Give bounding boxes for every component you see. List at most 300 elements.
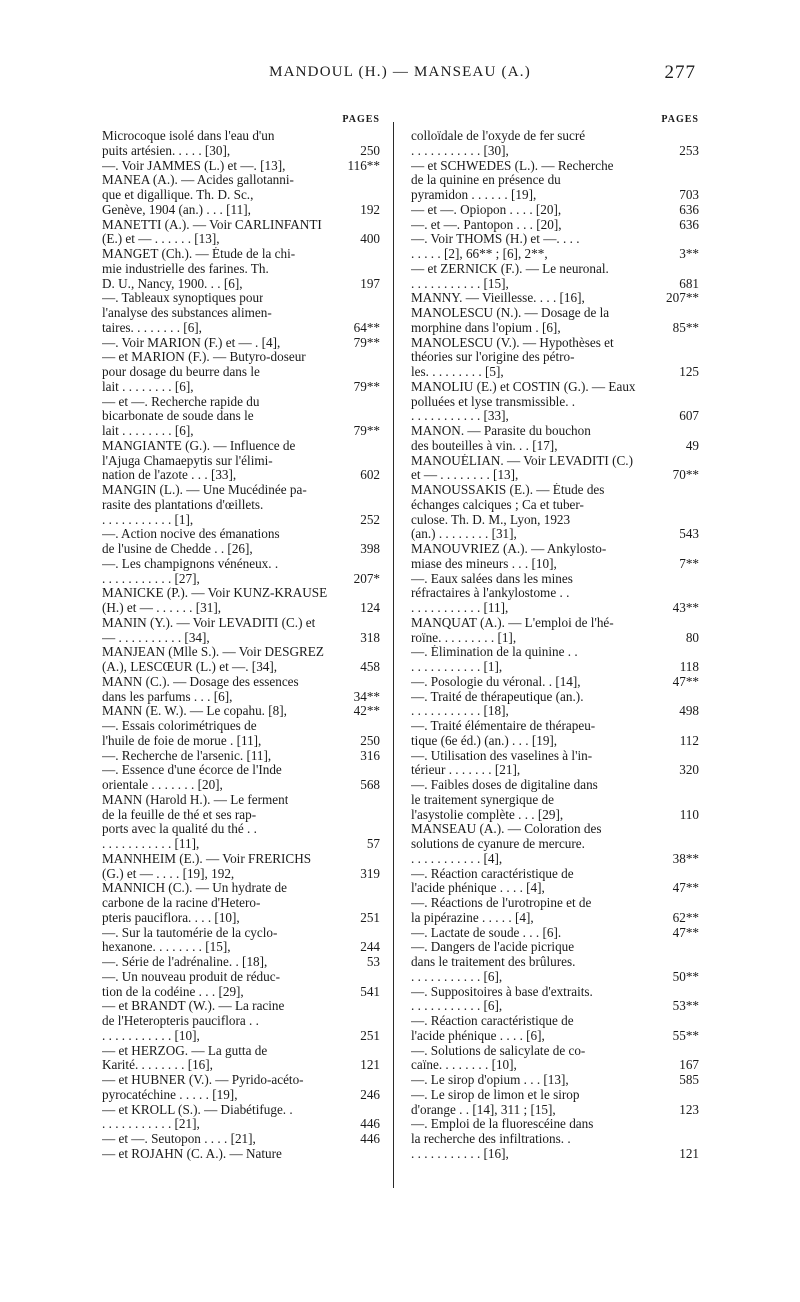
entry-text: Genève, 1904 (an.) . . . [11],	[102, 202, 251, 217]
page-ref: 49	[685, 437, 699, 453]
index-entry-line	[411, 572, 699, 587]
index-entry-line	[411, 542, 699, 557]
page-ref: 34**	[353, 688, 380, 704]
entry-text: — . . . . . . . . . . [34],	[102, 630, 210, 645]
entry-text: MANETTI (A.). — Voir CARLINFANTI	[102, 217, 322, 232]
index-entry-line	[102, 262, 380, 277]
entry-text: — et HERZOG. — La gutta de	[102, 1043, 268, 1058]
page-ref: 320	[679, 762, 699, 778]
page-ref: 85**	[672, 319, 699, 335]
index-entry-line	[102, 896, 380, 911]
entry-text: . . . . . . . . . . . [11],	[102, 837, 200, 851]
entry-text: des bouteilles à vin. . . [17],	[411, 438, 558, 453]
entry-text: —. Traité élémentaire de thérapeu-	[411, 719, 596, 733]
entry-text: —. Un nouveau produit de réduc-	[102, 969, 280, 984]
index-entry-line	[102, 247, 380, 262]
index-entry-line	[102, 926, 380, 941]
index-entry-line	[411, 704, 699, 719]
entry-text: . . . . . . . . . . . [4],	[411, 851, 503, 866]
page-ref: 38**	[672, 850, 699, 866]
page-ref: 47**	[672, 673, 699, 689]
entry-text: roïne. . . . . . . . . [1],	[411, 630, 517, 645]
page-ref: 197	[360, 275, 380, 291]
index-entry-line	[102, 749, 380, 764]
entry-text: mie industrielle des farines. Th.	[102, 261, 269, 276]
page-ref: 253	[679, 142, 699, 158]
page-ref: 110	[679, 806, 699, 822]
entry-text: . . . . . . . . . . . [10],	[102, 1028, 200, 1043]
index-entry-line	[102, 1088, 380, 1103]
entry-text: l'acide phénique . . . . [6],	[411, 1028, 545, 1043]
entry-text: MANGET (Ch.). — Étude de la chi-	[102, 247, 296, 261]
entry-text: puits artésien. . . . . [30],	[102, 143, 231, 158]
index-entry-line	[411, 1103, 699, 1118]
entry-text: — et MARION (F.). — Butyro-doseur	[102, 350, 306, 365]
index-entry-line	[102, 1117, 380, 1132]
entry-text: MANJEAN (Mlle S.). — Voir DESGREZ	[102, 645, 324, 660]
entry-text: —. Réaction caractéristique de	[411, 866, 574, 881]
index-entry-line	[102, 542, 380, 557]
entry-text: —. Eaux salées dans les mines	[411, 571, 573, 586]
page-ref: 541	[360, 983, 380, 999]
index-entry-line	[102, 1029, 380, 1044]
index-entry-line	[411, 645, 699, 660]
index-entry-line	[102, 129, 380, 144]
entry-text: —. Traité de thérapeutique (an.).	[411, 689, 584, 704]
page-ref: 251	[360, 1027, 380, 1043]
index-entry-line	[411, 616, 699, 631]
entry-text: (A.), LESCŒUR (L.) et —. [34],	[102, 660, 278, 674]
index-entry-line	[102, 159, 380, 174]
index-entry-line	[102, 837, 380, 852]
entry-text: —. Les champignons vénéneux. .	[102, 556, 279, 571]
entry-text: taires. . . . . . . . [6],	[102, 320, 202, 335]
page-ref: 118	[679, 659, 699, 674]
entry-text: —. et —. Pantopon . . . [20],	[411, 217, 562, 232]
page-ref: 116**	[347, 157, 380, 173]
entry-text: MANN (C.). — Dosage des essences	[102, 674, 299, 689]
entry-text: — et SCHWEDES (L.). — Recherche	[411, 158, 614, 173]
index-entry-line	[411, 852, 699, 867]
index-entry-line	[102, 940, 380, 955]
index-entry-line	[102, 719, 380, 734]
index-entry-line	[411, 911, 699, 926]
page-ref: 636	[679, 216, 699, 232]
entry-text: tion de la codéine . . . [29],	[102, 984, 244, 999]
index-entry-line	[102, 572, 380, 587]
page-ref: 3**	[679, 246, 699, 261]
index-entry-line	[411, 159, 699, 174]
index-entry-line	[102, 188, 380, 203]
entry-text: —. Solutions de salicylate de co-	[411, 1043, 586, 1058]
entry-text: d'orange . . [14], 311 ; [15],	[411, 1102, 556, 1117]
pages-header: PAGES	[342, 114, 380, 125]
index-entry-line	[102, 675, 380, 690]
page-ref: 112	[679, 732, 699, 748]
entry-text: MANOUSSAKIS (E.). — Étude des	[411, 483, 605, 497]
index-entry-line	[411, 837, 699, 852]
page-ref: 121	[679, 1145, 699, 1161]
index-entry-line	[411, 1088, 699, 1103]
index-entry-line	[411, 1132, 699, 1147]
running-head	[0, 64, 800, 90]
index-entry-line	[411, 218, 699, 233]
index-entry-line	[411, 454, 699, 469]
entry-text: MANIN (Y.). — Voir LEVADITI (C.) et	[102, 615, 316, 630]
entry-text: pteris pauciflora. . . . [10],	[102, 910, 240, 925]
entry-text: lait . . . . . . . . [6],	[102, 379, 194, 394]
index-entry-line	[411, 557, 699, 572]
entry-text: dans le traitement des brûlures.	[411, 955, 576, 969]
page-ref: 585	[679, 1072, 699, 1087]
page-ref: 125	[679, 364, 699, 379]
index-entry-line	[411, 1147, 699, 1162]
entry-text: MANGIN (L.). — Une Mucédinée pa-	[102, 483, 307, 497]
index-entry-line	[102, 1058, 380, 1073]
index-entry-line	[411, 1058, 699, 1073]
entry-text: l'Ajuga Chamaepytis sur l'élimi-	[102, 453, 273, 468]
entry-text: . . . . . . . . . . . [1],	[102, 512, 194, 527]
index-entry-line	[411, 144, 699, 159]
page-ref: 42**	[353, 703, 380, 719]
index-entry-line	[102, 380, 380, 395]
index-entry-line	[411, 940, 699, 955]
entry-text: rasite des plantations d'œillets.	[102, 497, 264, 512]
entry-text: térieur . . . . . . . [21],	[411, 763, 521, 778]
page-ref: 79**	[353, 334, 380, 350]
page-ref: 602	[360, 467, 380, 483]
entry-text: . . . . . . . . . . . [6],	[411, 999, 503, 1014]
index-entry-line	[411, 955, 699, 970]
index-entry-line	[102, 1044, 380, 1059]
page-ref: 47**	[672, 880, 699, 896]
entry-text: . . . . . [2], 66** ; [6], 2**,	[411, 247, 548, 261]
entry-text: colloïdale de l'oxyde de fer sucré	[411, 129, 586, 143]
index-entry-line	[411, 306, 699, 321]
entry-text: . . . . . . . . . . . [1],	[411, 660, 503, 674]
page-ref: 318	[360, 629, 380, 645]
index-entry-line	[102, 321, 380, 336]
entry-text: —. Recherche de l'arsenic. [11],	[102, 748, 272, 763]
entry-text: —. Essais colorimétriques de	[102, 719, 257, 733]
entry-text: . . . . . . . . . . . [6],	[411, 969, 503, 984]
page-ref: 123	[679, 1101, 699, 1117]
index-entry-line	[102, 277, 380, 292]
page-ref: 681	[679, 275, 699, 291]
index-entry-line	[102, 778, 380, 793]
index-entry-line	[411, 926, 699, 941]
index-entry-line	[102, 468, 380, 483]
entry-text: MANICKE (P.). — Voir KUNZ-KRAUSE	[102, 586, 328, 601]
running-title: MANDOUL (H.) — MANSEAU (A.)	[269, 64, 531, 80]
index-entry-line	[102, 645, 380, 660]
page-ref: 568	[360, 777, 380, 792]
index-entry-line	[102, 955, 380, 970]
entry-text: l'asystolie complète . . . [29],	[411, 807, 564, 822]
index-entry-line	[102, 232, 380, 247]
index-entry-line	[102, 439, 380, 454]
index-entry-line	[411, 601, 699, 616]
entry-text: de l'usine de Chedde . . [26],	[102, 542, 253, 556]
index-entry-line	[102, 660, 380, 675]
index-entry-line	[102, 336, 380, 351]
entry-text: MANN (E. W.). — Le copahu. [8],	[102, 704, 287, 719]
index-entry-line	[411, 1014, 699, 1029]
entry-text: MANQUAT (A.). — L'emploi de l'hé-	[411, 615, 614, 630]
pages-header: PAGES	[661, 114, 699, 125]
entry-text: MANNY. — Vieillesse. . . . [16],	[411, 291, 585, 306]
page-ref: 79**	[353, 423, 380, 438]
index-entry-line	[411, 409, 699, 424]
entry-text: de la feuille de thé et ses rap-	[102, 807, 257, 822]
index-entry-line	[411, 262, 699, 277]
index-entry-line	[102, 985, 380, 1000]
entry-lines	[102, 129, 380, 1162]
entry-text: — et —. Seutopon . . . . [21],	[102, 1132, 256, 1146]
index-entry-line	[102, 822, 380, 837]
page-ref: 244	[360, 939, 380, 955]
index-entry-line	[411, 483, 699, 498]
index-entry-line	[411, 822, 699, 837]
index-entry-line	[102, 734, 380, 749]
index-entry-line	[411, 631, 699, 646]
entry-text: caïne. . . . . . . . [10],	[411, 1058, 517, 1073]
index-entry-line	[102, 1132, 380, 1147]
entry-text: —. Le sirop de limon et le sirop	[411, 1087, 580, 1102]
index-entry-line	[102, 527, 380, 542]
index-entry-line	[411, 867, 699, 882]
index-entry-line	[411, 660, 699, 675]
index-entry-line	[102, 218, 380, 233]
index-entry-line	[411, 336, 699, 351]
index-entry-line	[411, 439, 699, 454]
index-entry-line	[411, 793, 699, 808]
index-entry-line	[102, 852, 380, 867]
entry-text: —. Tableaux synoptiques pour	[102, 291, 264, 306]
index-entry-line	[411, 586, 699, 601]
entry-text: la recherche des infiltrations. .	[411, 1132, 571, 1146]
index-entry-line	[411, 1029, 699, 1044]
entry-text: bicarbonate de soude dans le	[102, 409, 254, 424]
index-entry-line	[102, 454, 380, 469]
index-entry-line	[102, 173, 380, 188]
page-ref: 79**	[353, 378, 380, 394]
entry-text: miase des mineurs . . . [10],	[411, 556, 557, 571]
entry-text: (an.) . . . . . . . . [31],	[411, 527, 517, 542]
index-entry-line	[411, 763, 699, 778]
page-ref: 250	[360, 142, 380, 158]
index-entry-line	[411, 970, 699, 985]
index-entry-line	[102, 365, 380, 380]
entry-text: (G.) et — . . . . [19], 192,	[102, 866, 235, 881]
entry-text: . . . . . . . . . . . [15],	[411, 276, 509, 291]
page-ref: 316	[360, 747, 380, 763]
entry-text: polluées et lyse transmissible. .	[411, 394, 576, 409]
index-entry-line	[102, 704, 380, 719]
index-entry-line	[102, 306, 380, 321]
entry-text: —. Réactions de l'urotropine et de	[411, 896, 592, 910]
page-ref: 50**	[672, 968, 699, 984]
entry-text: —. Voir THOMS (H.) et —. . . .	[411, 232, 580, 247]
entry-text: Microcoque isolé dans l'eau d'un	[102, 129, 275, 143]
index-entry-line	[102, 409, 380, 424]
index-entry-line	[411, 1044, 699, 1059]
entry-text: . . . . . . . . . . . [21],	[102, 1117, 200, 1132]
page-ref: 7**	[679, 555, 699, 571]
entry-text: —. Lactate de soude . . . [6].	[411, 925, 562, 940]
index-entry-line	[411, 468, 699, 483]
entry-text: —. Essence d'une écorce de l'Inde	[102, 763, 282, 778]
entry-text: et — . . . . . . . . [13],	[411, 468, 519, 483]
index-entry-line	[102, 513, 380, 528]
page-ref: 121	[360, 1057, 380, 1073]
index-entry-line	[411, 498, 699, 513]
page-ref: 703	[679, 187, 699, 202]
index-entry-line	[411, 881, 699, 896]
entry-text: MANOLIU (E.) et COSTIN (G.). — Eaux	[411, 379, 636, 394]
entry-text: MANNHEIM (E.). — Voir FRERICHS	[102, 851, 312, 866]
entry-text: hexanone. . . . . . . . [15],	[102, 940, 231, 955]
entry-text: —. Réaction caractéristique de	[411, 1014, 574, 1028]
page-ref: 192	[360, 201, 380, 217]
entry-text: — et ROJAHN (C. A.). — Nature	[102, 1146, 282, 1161]
index-entry-line	[102, 631, 380, 646]
page-ref: 252	[360, 511, 380, 527]
index-entry-line	[102, 1147, 380, 1162]
page-ref: 207*	[353, 570, 380, 586]
entry-text: —. Suppositoires à base d'extraits.	[411, 984, 593, 999]
entry-text: la pipérazine . . . . . [4],	[411, 910, 534, 925]
entry-text: carbone de la racine d'Hetero-	[102, 896, 261, 910]
index-entry-line	[411, 129, 699, 144]
page-ref: 446	[360, 1116, 380, 1132]
entry-text: —. Utilisation des vaselines à l'in-	[411, 748, 593, 763]
index-entry-line	[411, 527, 699, 542]
page-ref: 80	[685, 629, 699, 645]
entry-text: —. Série de l'adrénaline. . [18],	[102, 955, 268, 969]
entry-text: — et —. Opiopon . . . . [20],	[411, 202, 562, 217]
entry-text: —. Dangers de l'acide picrique	[411, 940, 575, 955]
entry-text: solutions de cyanure de mercure.	[411, 837, 585, 851]
index-entry-line	[102, 586, 380, 601]
page-ref: 57	[366, 836, 380, 851]
entry-text: orientale . . . . . . . [20],	[102, 778, 223, 792]
entry-text: l'acide phénique . . . . [4],	[411, 881, 545, 896]
page-ref: 446	[360, 1131, 380, 1146]
entry-text: —. Élimination de la quinine . .	[411, 645, 578, 660]
entry-text: MANOLESCU (V.). — Hypothèses et	[411, 335, 614, 350]
entry-text: pour dosage du beurre dans le	[102, 365, 260, 379]
index-entry-line	[411, 675, 699, 690]
entry-text: —. Voir JAMMES (L.) et —. [13],	[102, 158, 286, 173]
entry-text: . . . . . . . . . . . [11],	[411, 601, 509, 615]
page-ref: 543	[679, 526, 699, 542]
index-entry-line	[102, 616, 380, 631]
entry-text: les. . . . . . . . . [5],	[411, 365, 504, 379]
index-entry-line	[411, 173, 699, 188]
index-entry-line	[102, 498, 380, 513]
entry-text: MANOUVRIEZ (A.). — Ankylosto-	[411, 542, 607, 556]
entry-text: le traitement synergique de	[411, 792, 554, 807]
entry-text: —. Le sirop d'opium . . . [13],	[411, 1073, 569, 1087]
index-entry-line	[411, 365, 699, 380]
entry-text: pyrocatéchine . . . . . [19],	[102, 1087, 238, 1102]
entry-text: MANSEAU (A.). — Coloration des	[411, 822, 602, 837]
entry-text: ports avec la qualité du thé . .	[102, 822, 257, 837]
index-entry-line	[411, 896, 699, 911]
entry-text: Karité. . . . . . . . [16],	[102, 1058, 213, 1073]
entry-text: échanges calciques ; Ca et tuber-	[411, 497, 584, 512]
page-number: 277	[664, 62, 696, 83]
index-entry-line	[411, 734, 699, 749]
index-entry-line	[102, 144, 380, 159]
page-ref: 124	[360, 600, 380, 615]
index-entry-line	[102, 970, 380, 985]
index-entry-line	[102, 1103, 380, 1118]
index-entry-line	[102, 203, 380, 218]
index-entry-line	[411, 188, 699, 203]
entry-text: MANOUÉLIAN. — Voir LEVADITI (C.)	[411, 453, 633, 468]
entry-text: . . . . . . . . . . . [27],	[102, 571, 200, 586]
entry-text: . . . . . . . . . . . [18],	[411, 704, 509, 719]
page-ref: 70**	[672, 467, 699, 483]
entry-text: —. Voir MARION (F.) et — . [4],	[102, 335, 281, 350]
entry-text: — et ZERNICK (F.). — Le neuronal.	[411, 261, 609, 276]
entry-text: — et —. Recherche rapide du	[102, 394, 260, 409]
entry-text: de la quinine en présence du	[411, 173, 561, 188]
index-entry-line	[102, 1073, 380, 1088]
index-entry-line	[411, 1073, 699, 1088]
index-entry-line	[411, 350, 699, 365]
entry-text: pyramidon . . . . . . [19],	[411, 188, 537, 202]
entry-text: nation de l'azote . . . [33],	[102, 468, 237, 483]
entry-text: MANOLESCU (N.). — Dosage de la	[411, 306, 610, 320]
page-ref: 251	[360, 909, 380, 925]
entry-text: lait . . . . . . . . [6],	[102, 424, 194, 438]
page-ref: 47**	[672, 924, 699, 940]
index-entry-line	[102, 999, 380, 1014]
page-ref: 55**	[672, 1027, 699, 1043]
entry-text: . . . . . . . . . . . [30],	[411, 143, 509, 158]
entry-text: tique (6e éd.) (an.) . . . [19],	[411, 733, 558, 748]
index-entry-line	[102, 395, 380, 410]
entry-text: MANN (Harold H.). — Le ferment	[102, 792, 289, 807]
entry-text: . . . . . . . . . . . [33],	[411, 409, 509, 424]
page-ref: 53**	[672, 998, 699, 1014]
entry-text: —. Faibles doses de digitaline dans	[411, 778, 598, 792]
entry-text: culose. Th. D. M., Lyon, 1923	[411, 512, 571, 527]
entry-text: (E.) et — . . . . . . [13],	[102, 232, 220, 247]
index-entry-line	[102, 424, 380, 439]
page-ref: 636	[679, 201, 699, 217]
entry-text: —. Action nocive des émanations	[102, 527, 280, 542]
page-ref: 167	[679, 1057, 699, 1073]
page-ref: 53	[366, 954, 380, 969]
index-entry-line	[411, 203, 699, 218]
index-entry-line	[411, 749, 699, 764]
index-entry-line	[411, 999, 699, 1014]
entry-lines	[411, 129, 699, 1162]
index-entry-line	[102, 690, 380, 705]
entry-text: MANNICH (C.). — Un hydrate de	[102, 881, 287, 896]
page-ref: 458	[360, 659, 380, 674]
index-entry-line	[102, 867, 380, 882]
entry-text: réfractaires à l'ankylostome . .	[411, 586, 570, 601]
page-ref: 43**	[672, 600, 699, 615]
entry-text: — et KROLL (S.). — Diabétifuge. .	[102, 1102, 293, 1117]
entry-text: —. Emploi de la fluorescéine dans	[411, 1117, 594, 1132]
entry-text: que et digallique. Th. D. Sc.,	[102, 188, 254, 202]
